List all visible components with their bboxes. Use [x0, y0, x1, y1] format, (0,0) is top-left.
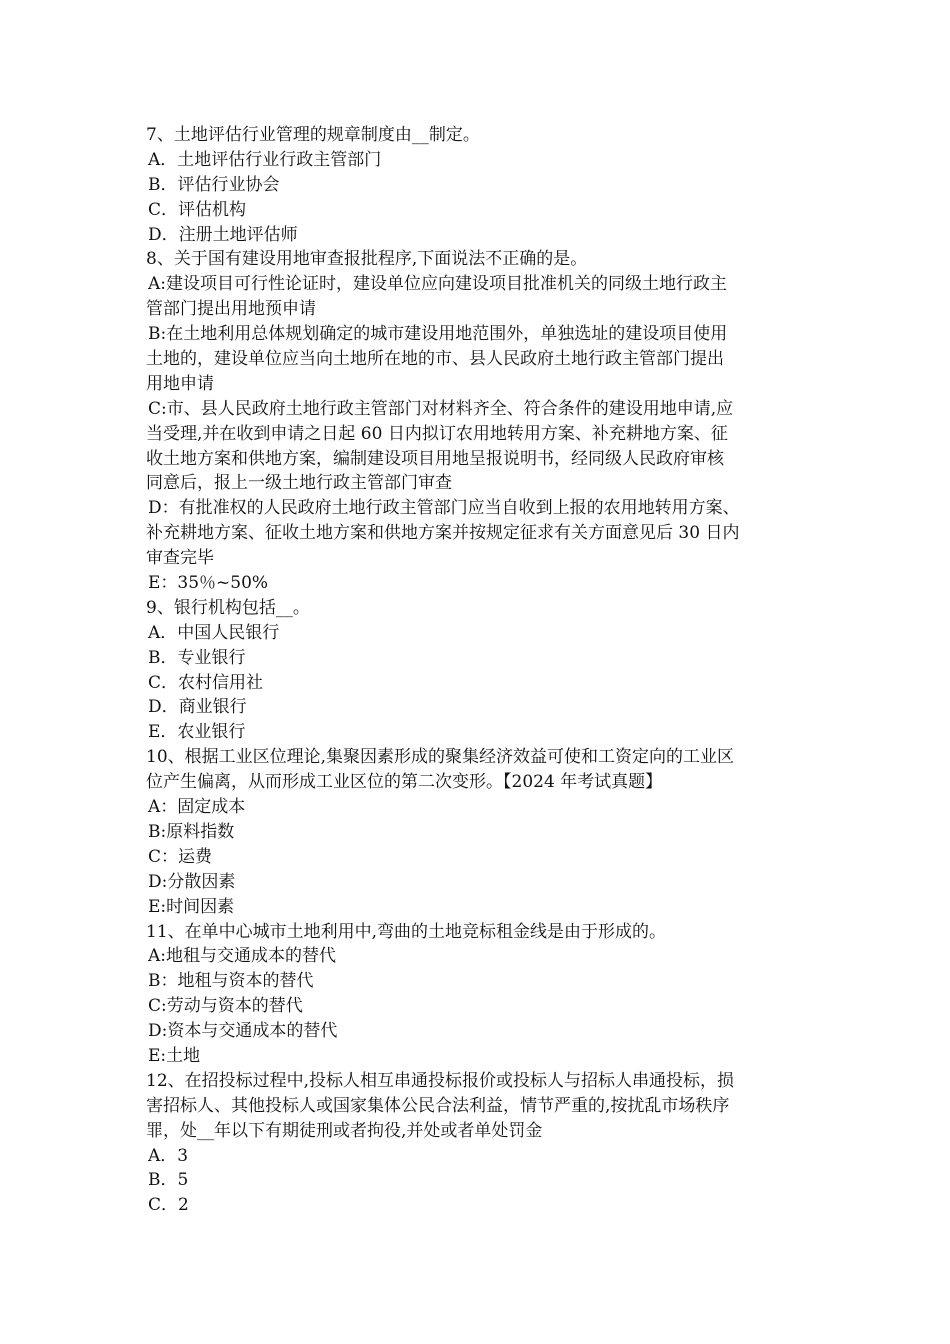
- answer-option-line: A:建设项目可行性论证时，建设单位应向建设项目批准机关的同级土地行政主: [148, 274, 728, 295]
- answer-option-line: A:地租与交通成本的替代: [148, 946, 337, 967]
- answer-option-line: B．5: [148, 1170, 189, 1191]
- answer-option-line: D：有批准权的人民政府土地行政主管部门应当自收到上报的农用地转用方案、: [148, 498, 740, 519]
- continuation-line: 管部门提出用地预申请: [146, 299, 316, 320]
- question-text-body: [146, 123, 818, 1218]
- continuation-line: 同意后，报上一级土地行政主管部门审查: [146, 473, 452, 494]
- question-line: 7、土地评估行业管理的规章制度由__制定。: [146, 125, 480, 145]
- answer-option-line: C．评估机构: [148, 199, 247, 220]
- answer-option-line: B:原料指数: [148, 821, 235, 842]
- answer-option-line: D．注册土地评估师: [148, 224, 298, 245]
- answer-option-line: A．3: [148, 1145, 189, 1166]
- answer-option-line: C:市、县人民政府土地行政主管部门对材料齐全、符合条件的建设用地申请,应: [148, 398, 734, 419]
- answer-option-line: C．2: [148, 1195, 189, 1216]
- answer-option-line: A：固定成本: [148, 797, 246, 818]
- answer-option-line: A．土地评估行业行政主管部门: [148, 149, 382, 170]
- question-line: 9、银行机构包括__。: [146, 597, 310, 618]
- continuation-line: 补充耕地方案、征收土地方案和供地方案并按规定征求有关方面意见后 30 日内: [146, 523, 740, 544]
- answer-option-line: C：运费: [148, 846, 213, 867]
- answer-option-line: E：35％~50%: [148, 573, 269, 594]
- continuation-line: 位产生偏离，从而形成工业区位的第二次变形。【2024 年考试真题】: [146, 772, 663, 793]
- question-line: 12、在招投标过程中,投标人相互串通投标报价或投标人与招标人串通投标，损: [146, 1070, 735, 1091]
- continuation-line: 害招标人、其他投标人或国家集体公民合法利益，情节严重的,按扰乱市场秩序: [146, 1095, 730, 1116]
- continuation-line: 收土地方案和供地方案，编制建设项目用地呈报说明书，经同级人民政府审核: [146, 448, 724, 469]
- continuation-line: 土地的，建设单位应当向土地所在地的市、县人民政府土地行政主管部门提出: [146, 349, 724, 370]
- continuation-line: 审查完毕: [146, 548, 214, 569]
- answer-option-line: A．中国人民银行: [148, 622, 280, 643]
- answer-option-line: B:在土地利用总体规划确定的城市建设用地范围外，单独选址的建设项目使用: [148, 324, 728, 345]
- continuation-line: 当受理,并在收到申请之日起 60 日内拟订农用地转用方案、补充耕地方案、征: [146, 423, 728, 444]
- answer-option-line: D:分散因素: [148, 871, 236, 892]
- question-line: 10、根据工业区位理论,集聚因素形成的聚集经济效益可使和工资定向的工业区: [146, 747, 735, 768]
- answer-option-line: D:资本与交通成本的替代: [148, 1021, 338, 1042]
- answer-option-line: D．商业银行: [148, 697, 247, 718]
- answer-option-line: C．农村信用社: [148, 672, 264, 693]
- continuation-line: 罪，处__年以下有期徒刑或者拘役,并处或者单处罚金: [146, 1120, 543, 1141]
- continuation-line: 用地申请: [146, 373, 214, 394]
- answer-option-line: B：地租与资本的替代: [148, 971, 314, 992]
- answer-option-line: B．评估行业协会: [148, 174, 280, 195]
- answer-option-line: B．专业银行: [148, 647, 246, 668]
- answer-option-line: C:劳动与资本的替代: [148, 996, 303, 1017]
- answer-option-line: E．农业银行: [148, 722, 246, 743]
- question-line: 11、在单中心城市土地利用中,弯曲的土地竞标租金线是由于形成的。: [146, 921, 667, 942]
- question-line: 8、关于国有建设用地审查报批程序,下面说法不正确的是。: [146, 249, 588, 270]
- answer-option-line: E:土地: [148, 1045, 201, 1066]
- answer-option-line: E:时间因素: [148, 896, 235, 917]
